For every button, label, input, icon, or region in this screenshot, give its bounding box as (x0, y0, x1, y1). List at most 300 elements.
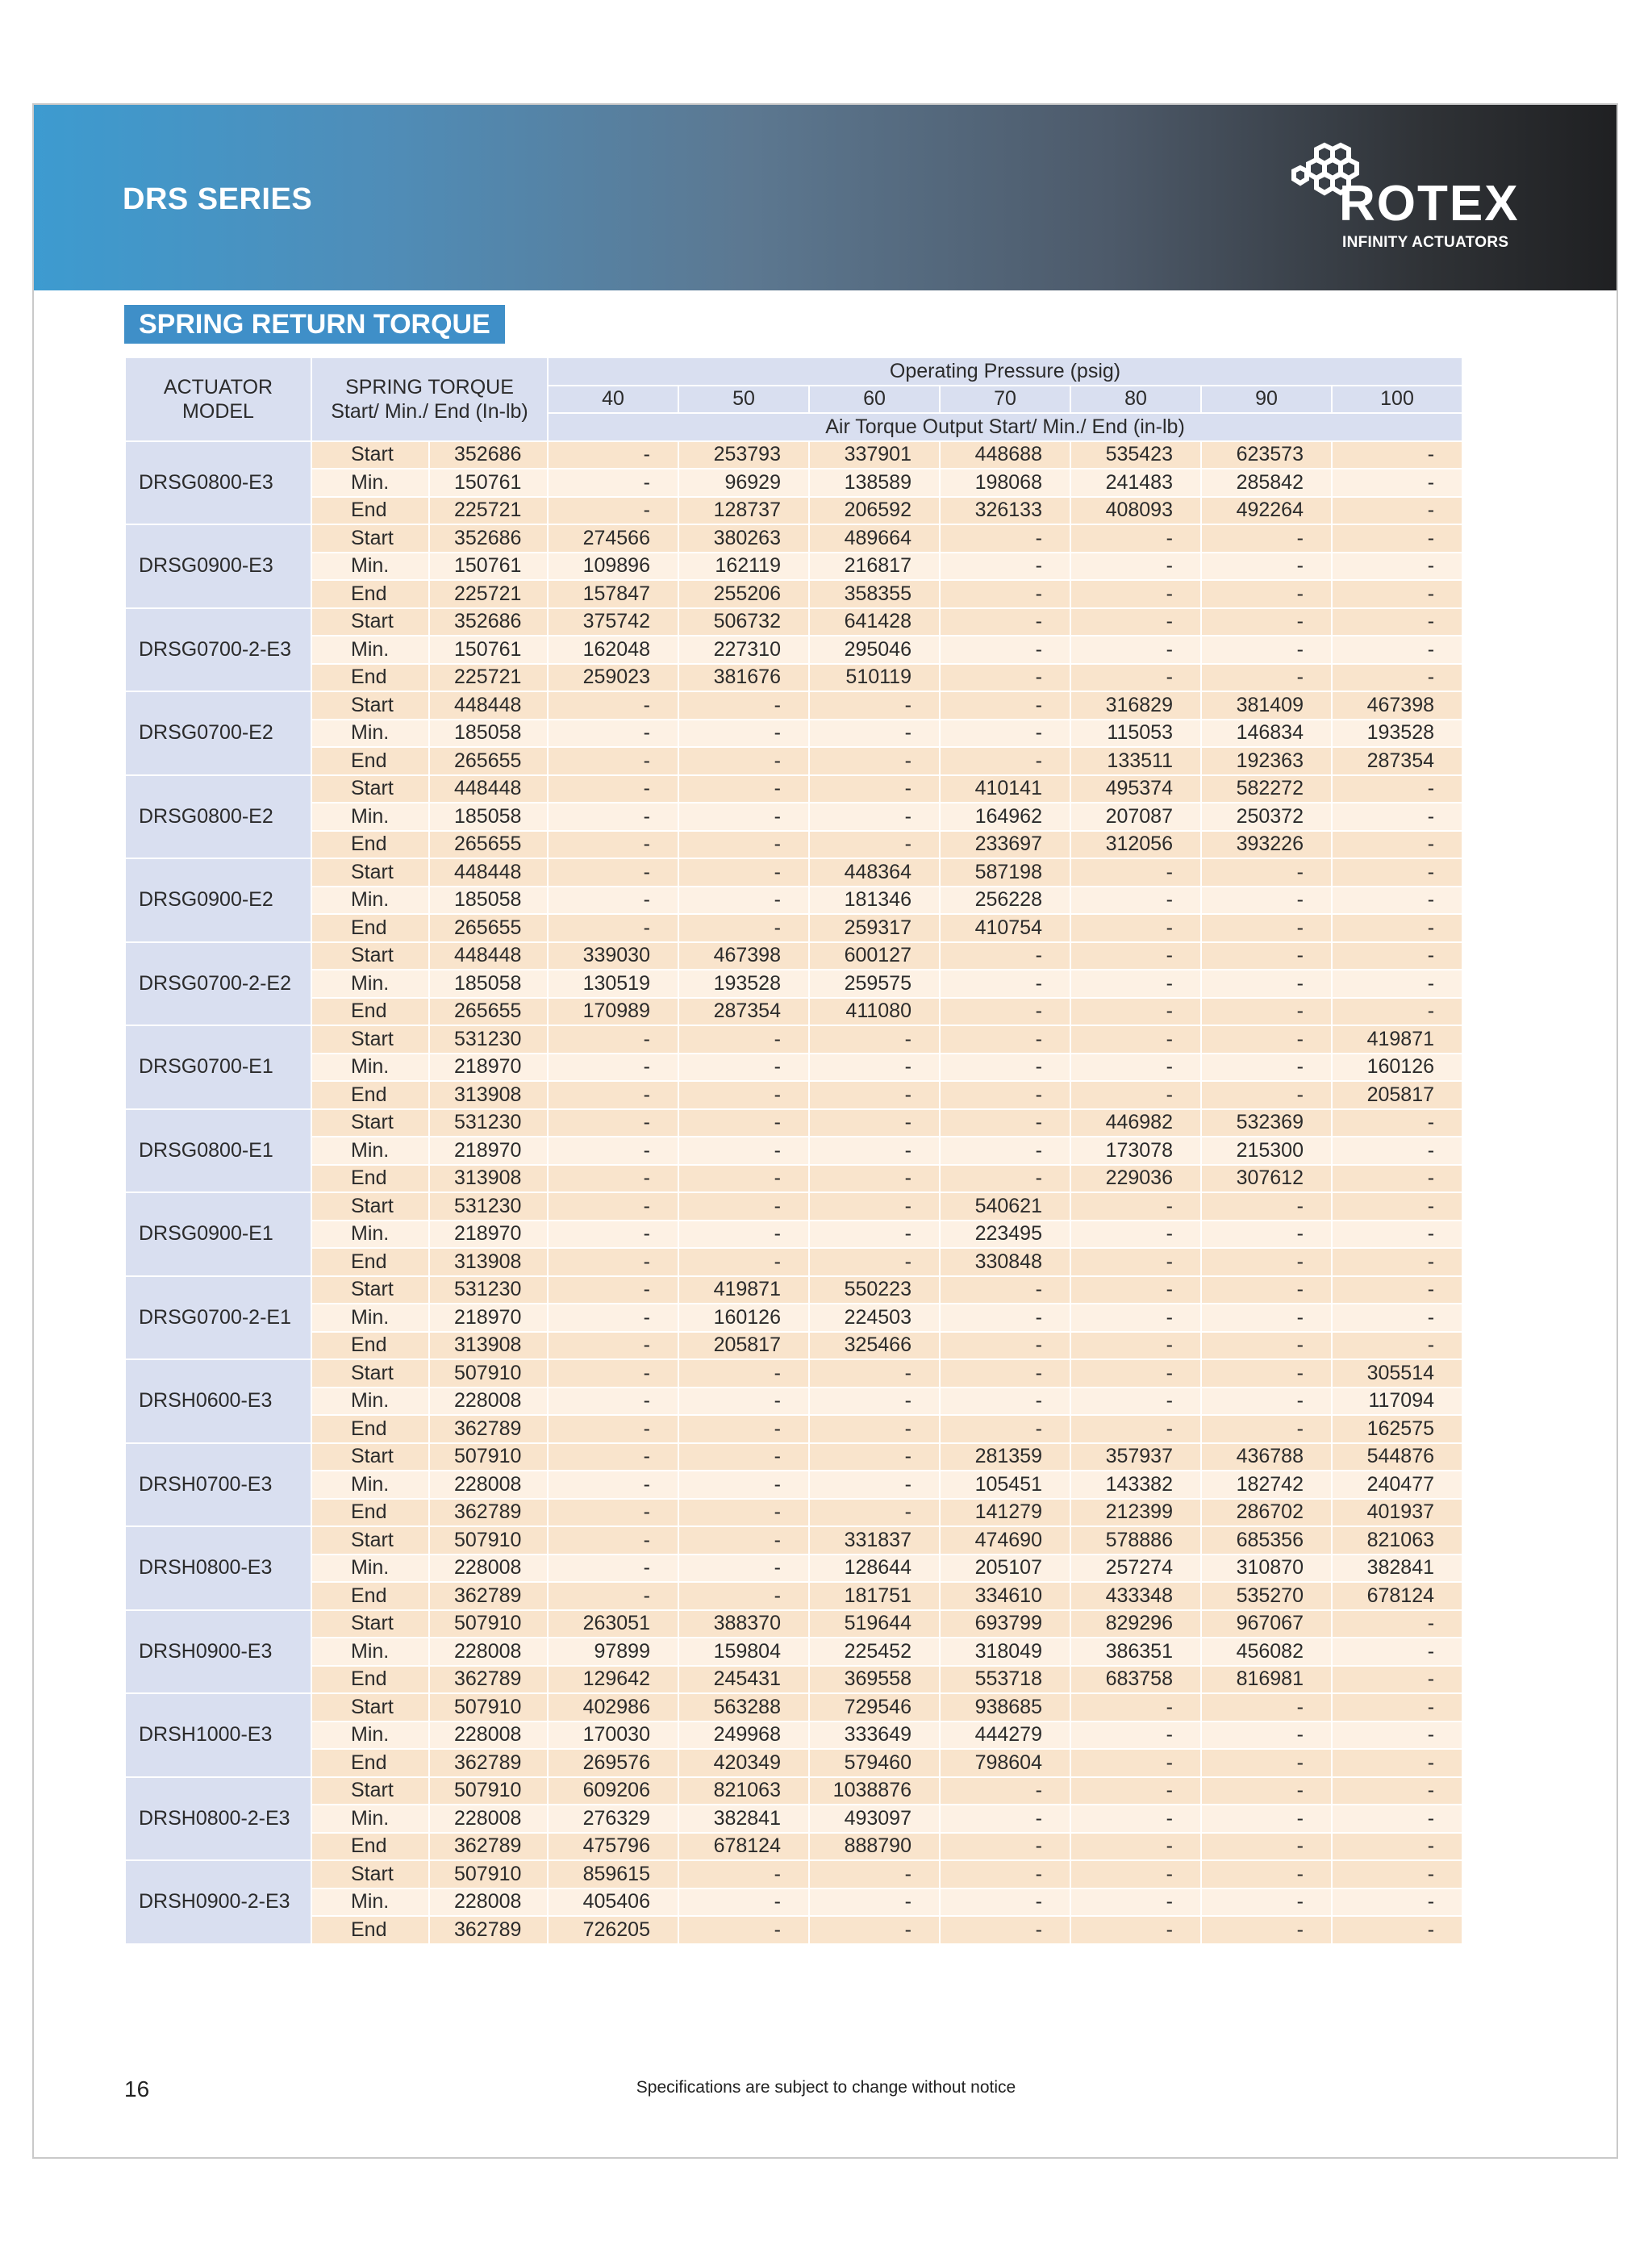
air-torque-cell: - (1332, 608, 1462, 636)
air-torque-cell: 245431 (678, 1666, 809, 1694)
air-torque-cell: 386351 (1070, 1638, 1201, 1666)
torque-point-label: Start (311, 1777, 429, 1805)
table-row (125, 553, 1462, 581)
pressure-header-cell: 90 (1201, 386, 1332, 414)
table-row (125, 1248, 1462, 1276)
air-torque-cell: - (1201, 858, 1332, 887)
spring-torque-cell: 150761 (429, 469, 548, 497)
air-torque-cell: - (548, 1248, 678, 1276)
air-torque-cell: - (1332, 1610, 1462, 1638)
air-torque-cell: - (1332, 1916, 1462, 1944)
air-torque-cell: - (1070, 887, 1201, 915)
table-row (125, 1165, 1462, 1193)
torque-point-label: Min. (311, 970, 429, 998)
air-torque-cell: - (1332, 887, 1462, 915)
air-torque-cell: 263051 (548, 1610, 678, 1638)
spring-torque-cell: 225721 (429, 580, 548, 608)
spring-torque-cell: 218970 (429, 1304, 548, 1332)
air-torque-cell: - (940, 1359, 1070, 1388)
torque-point-label: Start (311, 1610, 429, 1638)
air-torque-cell: - (678, 1248, 809, 1276)
air-torque-cell: 334610 (940, 1582, 1070, 1610)
air-torque-cell: - (1201, 1916, 1332, 1944)
air-torque-cell: 206592 (809, 497, 940, 525)
air-torque-cell: - (1332, 1860, 1462, 1888)
air-torque-cell: - (940, 1805, 1070, 1833)
spring-torque-cell: 362789 (429, 1582, 548, 1610)
table-row (125, 1582, 1462, 1610)
air-torque-cell: 678124 (1332, 1582, 1462, 1610)
torque-point-label: Min. (311, 1137, 429, 1165)
table-row (125, 1471, 1462, 1499)
air-torque-cell: - (678, 858, 809, 887)
air-torque-cell: 587198 (940, 858, 1070, 887)
air-torque-cell: - (678, 1388, 809, 1416)
air-torque-cell: 256228 (940, 887, 1070, 915)
air-torque-cell: - (1201, 1415, 1332, 1443)
air-torque-cell: 143382 (1070, 1471, 1201, 1499)
air-torque-cell: - (1201, 1888, 1332, 1917)
air-torque-cell: 205817 (678, 1332, 809, 1360)
air-torque-cell: - (809, 1221, 940, 1249)
air-torque-cell: 358355 (809, 580, 940, 608)
air-torque-cell: 446982 (1070, 1109, 1201, 1137)
air-torque-cell: 563288 (678, 1693, 809, 1722)
air-torque-cell: 489664 (809, 524, 940, 553)
air-torque-cell: - (678, 1025, 809, 1054)
spring-torque-cell: 507910 (429, 1860, 548, 1888)
air-torque-cell: - (1070, 1221, 1201, 1249)
air-torque-cell: - (548, 1137, 678, 1165)
air-torque-cell: - (809, 1192, 940, 1221)
air-torque-cell: - (940, 1109, 1070, 1137)
air-torque-cell: 205817 (1332, 1081, 1462, 1109)
torque-point-label: Min. (311, 1805, 429, 1833)
torque-point-label: Start (311, 858, 429, 887)
header-operating-pressure: Operating Pressure (psig) (548, 357, 1462, 386)
spring-torque-cell: 150761 (429, 636, 548, 664)
air-torque-cell: 164962 (940, 803, 1070, 831)
air-torque-cell: - (809, 1109, 940, 1137)
actuator-model-cell: DRSG0700-2-E2 (125, 942, 311, 1026)
air-torque-cell: 307612 (1201, 1165, 1332, 1193)
header-air-torque-output: Air Torque Output Start/ Min./ End (in-lb) (548, 413, 1462, 441)
air-torque-cell: - (1070, 608, 1201, 636)
table-row (125, 1499, 1462, 1527)
torque-point-label: End (311, 1749, 429, 1777)
table-row (125, 580, 1462, 608)
air-torque-cell: 467398 (678, 942, 809, 970)
table-row (125, 1388, 1462, 1416)
table-row (125, 1860, 1462, 1888)
air-torque-cell: - (678, 1555, 809, 1583)
air-torque-cell: - (1070, 1054, 1201, 1082)
air-torque-cell: - (940, 1025, 1070, 1054)
air-torque-cell: - (1201, 1248, 1332, 1276)
spring-torque-cell: 507910 (429, 1443, 548, 1471)
spring-torque-cell: 185058 (429, 970, 548, 998)
air-torque-cell: - (678, 1054, 809, 1082)
spring-torque-cell: 448448 (429, 858, 548, 887)
air-torque-cell: - (940, 664, 1070, 692)
air-torque-cell: 550223 (809, 1276, 940, 1304)
air-torque-cell: - (1070, 1415, 1201, 1443)
air-torque-cell: - (1201, 1777, 1332, 1805)
air-torque-cell: - (548, 1192, 678, 1221)
table-row (125, 1610, 1462, 1638)
torque-point-label: Start (311, 1192, 429, 1221)
air-torque-cell: 339030 (548, 942, 678, 970)
air-torque-cell: 117094 (1332, 1388, 1462, 1416)
air-torque-cell: - (940, 1388, 1070, 1416)
torque-point-label: End (311, 664, 429, 692)
table-row (125, 1443, 1462, 1471)
pressure-header-cell: 80 (1070, 386, 1201, 414)
air-torque-cell: - (548, 887, 678, 915)
air-torque-cell: - (548, 1304, 678, 1332)
air-torque-cell: - (548, 1221, 678, 1249)
spring-torque-cell: 218970 (429, 1137, 548, 1165)
air-torque-cell: 173078 (1070, 1137, 1201, 1165)
air-torque-cell: - (1201, 970, 1332, 998)
air-torque-cell: 382841 (678, 1805, 809, 1833)
table-row (125, 1221, 1462, 1249)
actuator-model-cell: DRSG0900-E3 (125, 524, 311, 608)
torque-point-label: End (311, 1666, 429, 1694)
air-torque-cell: 544876 (1332, 1443, 1462, 1471)
air-torque-cell: - (940, 553, 1070, 581)
brand-tagline: INFINITY ACTUATORS (1342, 234, 1509, 251)
spring-torque-cell: 185058 (429, 803, 548, 831)
table-row (125, 1359, 1462, 1388)
air-torque-cell: - (1332, 1833, 1462, 1861)
air-torque-cell: - (1332, 1304, 1462, 1332)
air-torque-cell: 205107 (940, 1555, 1070, 1583)
spring-torque-cell: 507910 (429, 1610, 548, 1638)
air-torque-cell: 678124 (678, 1833, 809, 1861)
air-torque-cell: 623573 (1201, 441, 1332, 470)
air-torque-cell: - (1332, 1749, 1462, 1777)
air-torque-cell: 227310 (678, 636, 809, 664)
air-torque-cell: - (1332, 803, 1462, 831)
air-torque-cell: 325466 (809, 1332, 940, 1360)
air-torque-cell: - (1070, 942, 1201, 970)
spring-torque-cell: 531230 (429, 1109, 548, 1137)
air-torque-cell: - (1201, 1722, 1332, 1750)
air-torque-cell: - (678, 1165, 809, 1193)
air-torque-cell: - (1332, 469, 1462, 497)
air-torque-cell: - (1332, 1777, 1462, 1805)
air-torque-cell: - (809, 1359, 940, 1388)
air-torque-cell: - (1070, 1833, 1201, 1861)
air-torque-cell: 233697 (940, 831, 1070, 859)
air-torque-cell: 207087 (1070, 803, 1201, 831)
air-torque-cell: - (940, 1888, 1070, 1917)
torque-point-label: Min. (311, 1471, 429, 1499)
spring-torque-cell: 531230 (429, 1192, 548, 1221)
air-torque-cell: - (940, 1916, 1070, 1944)
spring-torque-cell: 228008 (429, 1638, 548, 1666)
air-torque-cell: - (1332, 775, 1462, 803)
air-torque-cell: - (1201, 636, 1332, 664)
spring-torque-cell: 228008 (429, 1805, 548, 1833)
air-torque-cell: - (809, 1165, 940, 1193)
table-row (125, 1304, 1462, 1332)
air-torque-cell: - (548, 1555, 678, 1583)
actuator-model-cell: DRSG0700-2-E1 (125, 1276, 311, 1360)
air-torque-cell: - (1070, 580, 1201, 608)
table-row (125, 1192, 1462, 1221)
air-torque-cell: - (1070, 998, 1201, 1026)
air-torque-cell: 249968 (678, 1722, 809, 1750)
air-torque-cell: 287354 (1332, 747, 1462, 775)
table-row (125, 803, 1462, 831)
air-torque-cell: 331837 (809, 1526, 940, 1555)
air-torque-cell: - (1201, 914, 1332, 942)
air-torque-cell: - (548, 691, 678, 720)
air-torque-cell: - (548, 1109, 678, 1137)
table-row (125, 998, 1462, 1026)
air-torque-cell: - (1070, 524, 1201, 553)
air-torque-cell: - (809, 1499, 940, 1527)
air-torque-cell: 225452 (809, 1638, 940, 1666)
torque-point-label: Start (311, 1443, 429, 1471)
table-row (125, 720, 1462, 748)
air-torque-cell: 181346 (809, 887, 940, 915)
table-row (125, 664, 1462, 692)
air-torque-cell: 138589 (809, 469, 940, 497)
air-torque-cell: - (940, 1137, 1070, 1165)
air-torque-cell: - (809, 1054, 940, 1082)
air-torque-cell: - (548, 1359, 678, 1388)
air-torque-cell: - (678, 887, 809, 915)
air-torque-cell: 212399 (1070, 1499, 1201, 1527)
air-torque-cell: - (548, 1415, 678, 1443)
air-torque-cell: - (940, 691, 1070, 720)
torque-point-label: Min. (311, 1054, 429, 1082)
air-torque-cell: - (809, 775, 940, 803)
table-row (125, 831, 1462, 859)
air-torque-cell: 641428 (809, 608, 940, 636)
air-torque-cell: - (1332, 1248, 1462, 1276)
actuator-model-cell: DRSH0800-2-E3 (125, 1777, 311, 1861)
air-torque-cell: 436788 (1201, 1443, 1332, 1471)
air-torque-cell: - (1332, 1722, 1462, 1750)
spring-torque-cell: 362789 (429, 1666, 548, 1694)
air-torque-cell: 181751 (809, 1582, 940, 1610)
pressure-header-cell: 60 (809, 386, 940, 414)
air-torque-cell: 170030 (548, 1722, 678, 1750)
air-torque-cell: - (809, 691, 940, 720)
actuator-model-cell: DRSH1000-E3 (125, 1693, 311, 1777)
air-torque-cell: - (1070, 1749, 1201, 1777)
air-torque-cell: - (678, 1221, 809, 1249)
actuator-model-cell: DRSG0900-E2 (125, 858, 311, 942)
air-torque-cell: 467398 (1332, 691, 1462, 720)
torque-point-label: Start (311, 1025, 429, 1054)
pressure-header-cell: 70 (940, 386, 1070, 414)
air-torque-cell: 129642 (548, 1666, 678, 1694)
air-torque-cell: - (940, 1054, 1070, 1082)
air-torque-cell: 259023 (548, 664, 678, 692)
actuator-model-cell: DRSG0700-E2 (125, 691, 311, 775)
air-torque-cell: 250372 (1201, 803, 1332, 831)
table-row (125, 1916, 1462, 1944)
air-torque-cell: - (1070, 636, 1201, 664)
air-torque-cell: 411080 (809, 998, 940, 1026)
spring-torque-cell: 225721 (429, 664, 548, 692)
spring-torque-cell: 362789 (429, 1749, 548, 1777)
air-torque-cell: 535423 (1070, 441, 1201, 470)
air-torque-cell: - (548, 1165, 678, 1193)
air-torque-cell: - (1332, 1221, 1462, 1249)
air-torque-cell: - (1070, 1081, 1201, 1109)
air-torque-cell: - (1332, 970, 1462, 998)
air-torque-cell: - (940, 580, 1070, 608)
air-torque-cell: - (940, 1304, 1070, 1332)
air-torque-cell: 316829 (1070, 691, 1201, 720)
air-torque-cell: - (678, 914, 809, 942)
air-torque-cell: - (940, 747, 1070, 775)
air-torque-cell: 419871 (678, 1276, 809, 1304)
page-number: 16 (124, 2076, 150, 2101)
air-torque-cell: - (1070, 1248, 1201, 1276)
air-torque-cell: 193528 (1332, 720, 1462, 748)
air-torque-cell: 693799 (940, 1610, 1070, 1638)
air-torque-cell: 259317 (809, 914, 940, 942)
air-torque-cell: - (1332, 1666, 1462, 1694)
air-torque-cell: 381676 (678, 664, 809, 692)
air-torque-cell: - (1332, 1276, 1462, 1304)
air-torque-cell: 493097 (809, 1805, 940, 1833)
air-torque-cell: - (809, 1415, 940, 1443)
air-torque-cell: - (940, 1833, 1070, 1861)
air-torque-cell: - (1332, 1638, 1462, 1666)
air-torque-cell: 276329 (548, 1805, 678, 1833)
air-torque-cell: 456082 (1201, 1638, 1332, 1666)
air-torque-cell: 105451 (940, 1471, 1070, 1499)
spring-torque-cell: 265655 (429, 998, 548, 1026)
air-torque-cell: 269576 (548, 1749, 678, 1777)
spring-torque-cell: 352686 (429, 441, 548, 470)
air-torque-cell: 109896 (548, 553, 678, 581)
air-torque-cell: 381409 (1201, 691, 1332, 720)
air-torque-cell: - (1201, 580, 1332, 608)
air-torque-cell: - (1201, 1025, 1332, 1054)
air-torque-cell: - (1070, 664, 1201, 692)
air-torque-cell: - (678, 1415, 809, 1443)
torque-point-label: Start (311, 1526, 429, 1555)
air-torque-cell: - (548, 720, 678, 748)
air-torque-cell: - (1201, 1221, 1332, 1249)
air-torque-cell: 821063 (678, 1777, 809, 1805)
air-torque-cell: - (1201, 1860, 1332, 1888)
table-row (125, 1332, 1462, 1360)
spring-torque-cell: 225721 (429, 497, 548, 525)
air-torque-cell: 310870 (1201, 1555, 1332, 1583)
torque-point-label: End (311, 747, 429, 775)
spring-torque-cell: 448448 (429, 691, 548, 720)
air-torque-cell: - (678, 831, 809, 859)
torque-point-label: Min. (311, 1722, 429, 1750)
air-torque-cell: - (1201, 1304, 1332, 1332)
table-row (125, 497, 1462, 525)
air-torque-cell: - (548, 1582, 678, 1610)
header-spring-torque-title: SPRING TORQUE (345, 375, 514, 399)
air-torque-cell: 393226 (1201, 831, 1332, 859)
torque-point-label: Min. (311, 1888, 429, 1917)
air-torque-cell: - (940, 1415, 1070, 1443)
torque-point-label: Start (311, 608, 429, 636)
air-torque-cell: - (1070, 1304, 1201, 1332)
table-row (125, 1081, 1462, 1109)
air-torque-cell: 1038876 (809, 1777, 940, 1805)
air-torque-cell: 357937 (1070, 1443, 1201, 1471)
air-torque-cell: 382841 (1332, 1555, 1462, 1583)
air-torque-cell: - (678, 1582, 809, 1610)
air-torque-cell: 198068 (940, 469, 1070, 497)
actuator-model-cell: DRSH0900-E3 (125, 1610, 311, 1694)
actuator-model-cell: DRSH0700-E3 (125, 1443, 311, 1527)
air-torque-cell: - (1332, 1888, 1462, 1917)
air-torque-cell: 495374 (1070, 775, 1201, 803)
table-row (125, 1526, 1462, 1555)
table-row (125, 469, 1462, 497)
air-torque-cell: 492264 (1201, 497, 1332, 525)
air-torque-cell: 532369 (1201, 1109, 1332, 1137)
spring-torque-cell: 313908 (429, 1248, 548, 1276)
air-torque-cell: - (678, 1916, 809, 1944)
air-torque-cell: - (1070, 1916, 1201, 1944)
torque-point-label: Start (311, 1860, 429, 1888)
table-row (125, 1109, 1462, 1137)
air-torque-cell: - (1332, 942, 1462, 970)
air-torque-cell: 582272 (1201, 775, 1332, 803)
spring-torque-cell: 362789 (429, 1499, 548, 1527)
air-torque-cell: 141279 (940, 1499, 1070, 1527)
torque-point-label: End (311, 1415, 429, 1443)
air-torque-cell: - (548, 747, 678, 775)
air-torque-cell: - (1332, 1805, 1462, 1833)
air-torque-cell: - (1070, 1805, 1201, 1833)
air-torque-cell: - (1201, 1693, 1332, 1722)
air-torque-cell: 240477 (1332, 1471, 1462, 1499)
torque-point-label: Min. (311, 553, 429, 581)
air-torque-cell: - (1201, 1388, 1332, 1416)
air-torque-cell: - (809, 1081, 940, 1109)
air-torque-cell: - (548, 1526, 678, 1555)
air-torque-cell: - (1332, 1693, 1462, 1722)
air-torque-cell: - (548, 1054, 678, 1082)
air-torque-cell: 829296 (1070, 1610, 1201, 1638)
air-torque-cell: - (678, 1471, 809, 1499)
air-torque-cell: 967067 (1201, 1610, 1332, 1638)
air-torque-cell: - (548, 914, 678, 942)
air-torque-cell: - (1070, 1025, 1201, 1054)
air-torque-cell: 410141 (940, 775, 1070, 803)
air-torque-cell: - (809, 747, 940, 775)
air-torque-cell: - (1070, 1332, 1201, 1360)
air-torque-cell: - (809, 1443, 940, 1471)
air-torque-cell: 888790 (809, 1833, 940, 1861)
spring-torque-cell: 448448 (429, 775, 548, 803)
air-torque-cell: 224503 (809, 1304, 940, 1332)
air-torque-cell: - (678, 1860, 809, 1888)
air-torque-cell: - (1070, 858, 1201, 887)
pressure-header-cell: 100 (1332, 386, 1462, 414)
torque-point-label: Min. (311, 803, 429, 831)
air-torque-cell: 229036 (1070, 1165, 1201, 1193)
